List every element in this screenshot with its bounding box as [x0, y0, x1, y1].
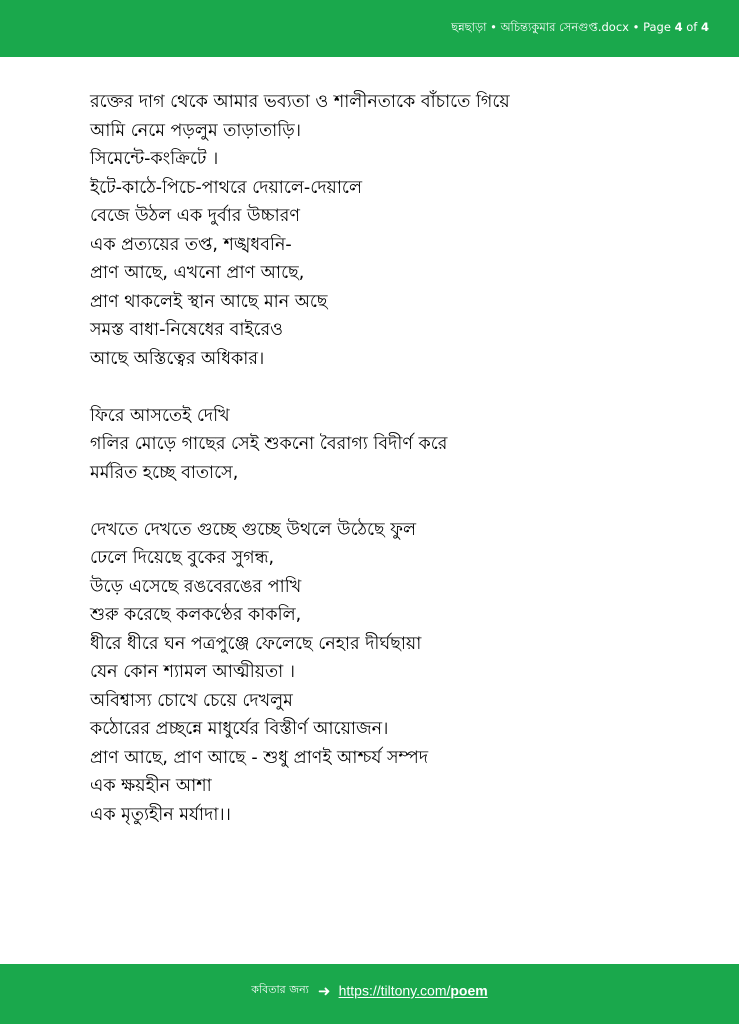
link-bold-text: poem: [450, 982, 488, 999]
link-base-text: https://tiltony.com/: [338, 982, 451, 999]
poem-line: প্রাণ আছে, এখনো প্রাণ আছে,: [90, 263, 305, 283]
poem-line: গলির মোড়ে গাছের সেই শুকনো বৈরাগ্য বিদীর্ণ করে: [90, 434, 448, 454]
page-of: of: [686, 20, 698, 34]
poem-line: প্রাণ আছে, প্রাণ আছে - শুধু প্রাণই আশ্চর্য সম্পদ: [90, 747, 429, 768]
footer-bar: [0, 964, 739, 1024]
poem-site-link[interactable]: [339, 983, 488, 999]
poem-line: এক ক্ষয়হীন আশা: [90, 776, 212, 796]
arrow-right-icon: ➜: [317, 981, 331, 1000]
poem-line: ঢেলে দিয়েছে বুকের সুগন্ধ,: [90, 548, 275, 568]
poem-line: আছে অস্তিত্বের অধিকার।: [90, 348, 265, 369]
poem-body: [90, 88, 710, 829]
poem-line: দেখতে দেখতে গুচ্ছে গুচ্ছে উথলে উঠেছে ফুল: [90, 519, 417, 540]
poem-line: কঠোরের প্রচ্ছন্নে মাধুর্যের বিস্তীর্ণ আয়োজন।: [90, 719, 389, 739]
document-header-text: [451, 19, 709, 35]
poem-line: ধীরে ধীরে ঘন পত্রপুঞ্জে ফেলেছে নেহার দীর্ঘছায়া: [90, 633, 422, 654]
page-total: 4: [700, 20, 709, 34]
poem-line: ইটে-কাঠে-পিচে-পাথরে দেয়ালে-দেয়ালে: [90, 177, 362, 198]
poem-line: অবিশ্বাস্য চোখে চেয়ে দেখলুম: [90, 690, 293, 711]
poem-line: উড়ে এসেছে রঙবেরঙের পাখি: [90, 576, 302, 597]
poem-line: সমস্ত বাধা-নিষেধের বাইরেও: [90, 320, 284, 340]
stanza-3: [90, 516, 710, 830]
poem-line: আমি নেমে পড়লুম তাড়াতাড়ি।: [90, 120, 301, 141]
header-separator: •: [632, 20, 640, 34]
poem-line: মর্মরিত হচ্ছে বাতাসে,: [90, 462, 239, 483]
page-prefix: Page: [643, 20, 671, 34]
poem-line: যেন কোন শ্যামল আত্মীয়তা ।: [90, 662, 296, 682]
page-current: 4: [674, 20, 683, 34]
poem-line: এক মৃত্যুহীন মর্যাদা।।: [90, 804, 231, 825]
poem-line: সিমেন্টে-কংক্রিটে ।: [90, 149, 219, 169]
document-title: ছন্নছাড়া • অচিন্ত্যকুমার সেনগুপ্ত.docx: [451, 20, 629, 34]
stanza-1: [90, 88, 710, 373]
stanza-2: [90, 402, 710, 488]
poem-line: ফিরে আসতেই দেখি: [90, 405, 230, 426]
poem-line: শুরু করেছে কলকণ্ঠের কাকলি,: [90, 605, 302, 625]
poem-line: বেজে উঠল এক দুর্বার উচ্চারণ: [90, 206, 300, 226]
header-bar: [0, 0, 739, 57]
poem-line: রক্তের দাগ থেকে আমার ভব্যতা ও শালীনতাকে বাঁচাতে গিয়ে: [90, 92, 510, 112]
poem-line: প্রাণ থাকলেই স্থান আছে মান অছে: [90, 291, 328, 312]
poem-line: এক প্রত্যয়ের তপ্ত, শঙ্খধবনি-: [90, 234, 292, 255]
footer-label: কবিতার জন্য: [251, 983, 309, 996]
footer-content: [0, 980, 739, 1000]
